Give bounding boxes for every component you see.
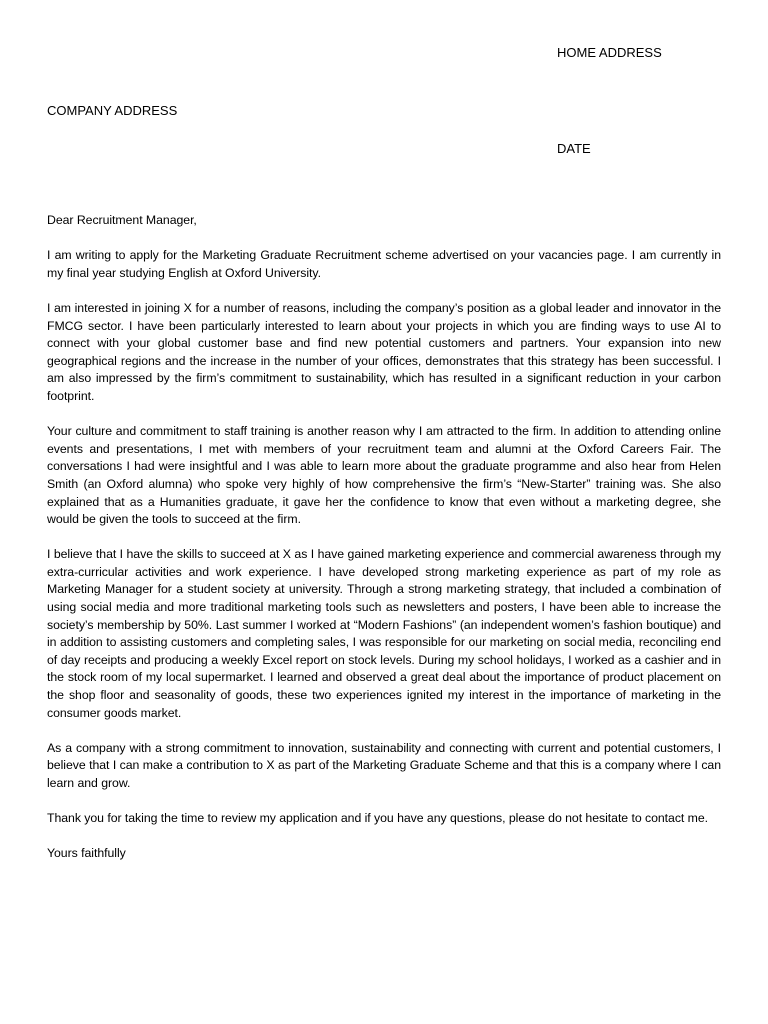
paragraph-culture-training: Your culture and commitment to staff training is another reason why I am attracted to the firm. In addition to attending online events and presentations, I met with members of your recruitment team and alumni at the Oxford Careers Fair. The conversations I had were insightful and I was able to learn more about the graduate programme and also hear from Helen Smith (an Oxford alumna) who spoke very highly of how comprehensive the firm’s “New-Starter” training was. She also explained that as a Humanities graduate, it gave her the confidence to know that even without a marketing degree, she would be given the tools to succeed at the firm.: [47, 424, 721, 527]
paragraph-company-interest: I am interested in joining X for a number of reasons, including the company’s position as a global leader and innovator in the FMCG sector. I have been particularly interested to learn about your projects in which you are finding ways to use AI to connect with your global customer base and find new potential customers and partners. Your expansion into new geographical regions and the increase in the number of your offices, demonstrates that this strategy has been successful. I am also impressed by the firm’s commitment to sustainability, which has resulted in a significant reduction in your carbon footprint.: [47, 300, 721, 403]
paragraph-intro: I am writing to apply for the Marketing Graduate Recruitment scheme advertised on your vacancies page. I am currently in my final year studying English at Oxford University.: [47, 248, 721, 280]
paragraph-skills-experience: I believe that I have the skills to succeed at X as I have gained marketing experience and commercial awareness through my extra-curricular activities and work experience. I have developed strong marketing experience as part of my role as Marketing Manager for a student society at university. Through a strong marketing strategy, that included a combination of using social media and more traditional marketing tools such as newsletters and posters, I have been able to increase the society’s membership by 50%. Last summer I worked at “Modern Fashions” (an independent women’s fashion boutique) and in addition to assisting customers and completing sales, I was responsible for our marketing on social media, reconciling end of day receipts and producing a weekly Excel report on stock levels. During my school holidays, I worked as a cashier and in the stock room of my local supermarket. I learned and observed a great deal about the importance of product placement on the shop floor and seasonality of goods, these two experiences ignited my interest in the importance of marketing in the consumer goods market.: [47, 547, 721, 720]
closing: Yours faithfully: [47, 846, 126, 861]
letter-date: DATE: [557, 141, 591, 156]
paragraph-contribution: As a company with a strong commitment to innovation, sustainability and connecting with current and potential customers, I believe that I can make a contribution to X as part of the Marketing Graduate Scheme and that this is a company where I can learn and grow.: [47, 740, 721, 790]
home-address: HOME ADDRESS: [557, 45, 662, 60]
salutation: Dear Recruitment Manager,: [47, 213, 197, 227]
company-address: COMPANY ADDRESS: [47, 103, 178, 118]
paragraph-thank-you: Thank you for taking the time to review my application and if you have any questions, please do not hesitate to contact me.: [47, 811, 708, 826]
letter-body: [47, 212, 721, 863]
